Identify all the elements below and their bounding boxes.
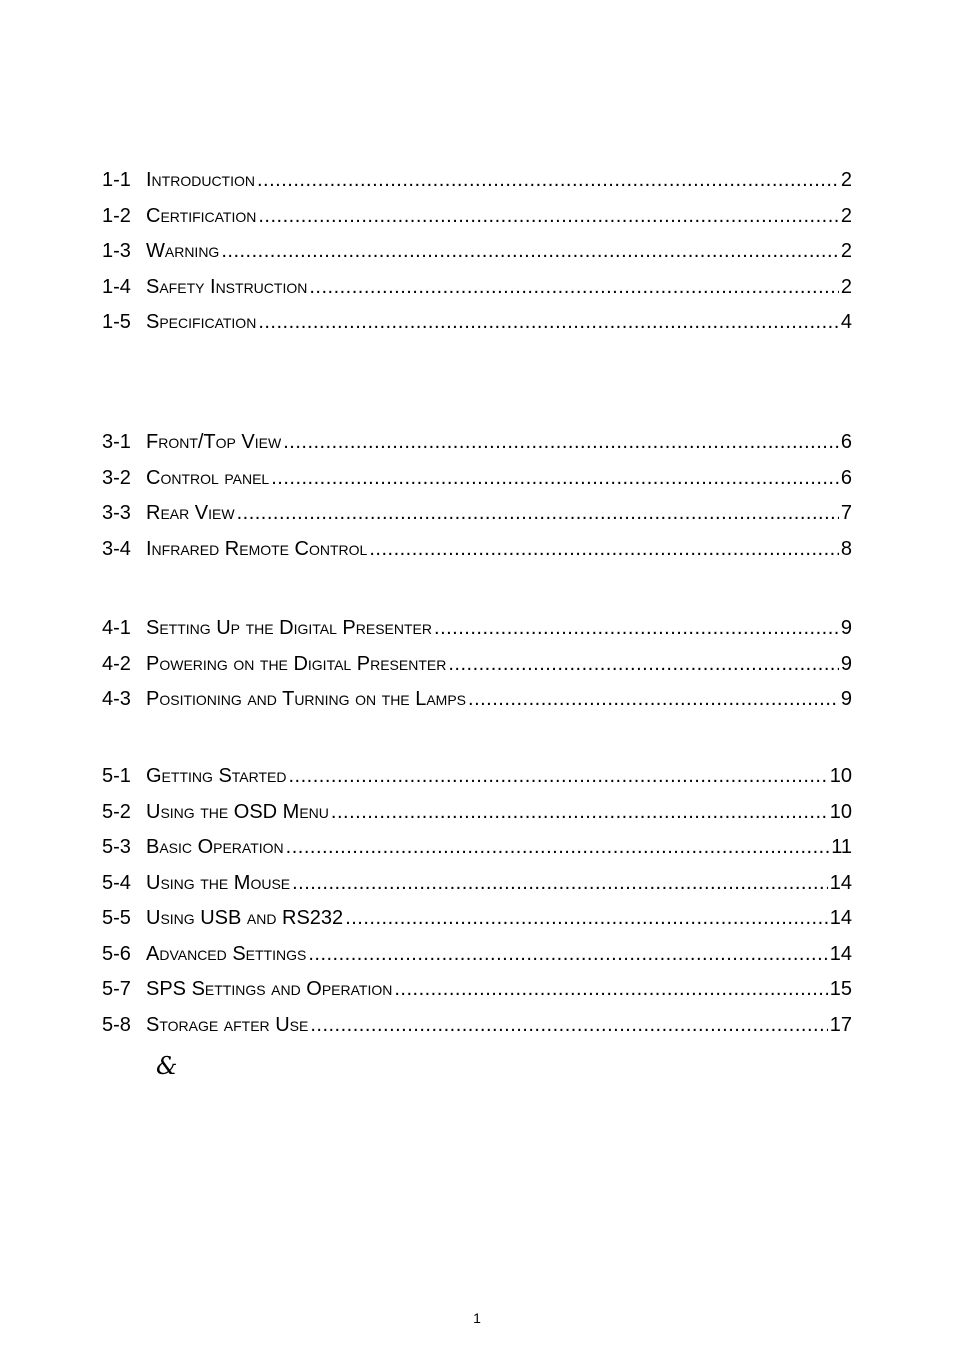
toc-entry[interactable] [102, 429, 852, 455]
page-number: 1 [473, 1310, 481, 1326]
toc-entry-title: Certification [146, 204, 257, 227]
toc-entry-number: 1-4 [102, 275, 131, 298]
toc-entry-page: 6 [840, 466, 852, 489]
toc-entry-title: Advanced Settings [146, 942, 307, 965]
toc-dot-leader [394, 976, 827, 1002]
toc-entry-title: Front/Top View [146, 431, 282, 453]
toc-entry-title: Positioning and Turning on the Lamps [146, 688, 467, 710]
toc-dot-leader [292, 870, 828, 896]
toc-entry[interactable] [102, 238, 852, 264]
toc-entry-number: 1-5 [102, 311, 131, 333]
toc-entry-page: 9 [840, 617, 852, 639]
toc-dot-leader [286, 834, 830, 860]
toc-entry-number: 1-2 [102, 204, 131, 227]
toc-dot-leader [345, 905, 828, 931]
toc-entry-page: 2 [840, 169, 852, 191]
toc-entry-number: 5-8 [102, 1013, 131, 1036]
toc-entry[interactable] [102, 905, 852, 931]
toc-dot-leader [369, 536, 839, 562]
toc-entry[interactable] [102, 167, 852, 193]
toc-entry-page: 14 [829, 907, 852, 929]
toc-entry-page: 2 [840, 204, 852, 227]
toc-entry[interactable] [102, 763, 852, 789]
toc-entry-page: 14 [829, 942, 852, 965]
toc-entry-number: 4-3 [102, 688, 131, 710]
toc-entry-number: 3-3 [102, 502, 131, 524]
toc-entry[interactable] [102, 500, 852, 526]
toc-entry-title: Specification [146, 311, 257, 333]
toc-entry-title: Safety Instruction [146, 275, 308, 298]
toc-dot-leader [289, 763, 828, 789]
toc-entry-title: SPS Settings and Operation [146, 978, 393, 1000]
toc-entry-title: Using USB and RS232 [146, 907, 344, 929]
toc-entry[interactable] [102, 465, 852, 491]
toc-entry-number: 4-2 [102, 652, 131, 675]
toc-entry-page: 17 [829, 1013, 852, 1036]
toc-entry-title: Using the OSD Menu [146, 800, 329, 823]
toc-dot-leader [257, 167, 839, 193]
toc-entry-page: 7 [840, 502, 852, 524]
toc-entry-number: 4-1 [102, 617, 131, 639]
toc-entry-number: 1-3 [102, 240, 131, 262]
toc-dot-leader [283, 429, 839, 455]
toc-entry-number: 5-6 [102, 942, 131, 965]
toc-entry[interactable] [102, 799, 852, 825]
toc-entry-title: Basic Operation [146, 836, 284, 858]
toc-dot-leader [237, 500, 839, 526]
toc-dot-leader [309, 274, 839, 300]
toc-entry-page: 15 [829, 978, 852, 1000]
toc-entry-page: 6 [840, 431, 852, 453]
ampersand-glyph: & [156, 1052, 178, 1080]
toc-entry-title: Setting Up the Digital Presenter [146, 617, 433, 639]
toc-entry[interactable] [102, 309, 852, 335]
toc-entry-title: Introduction [146, 169, 255, 191]
toc-entry-page: 9 [840, 688, 852, 710]
toc-entry[interactable] [102, 941, 852, 967]
toc-entry-number: 5-2 [102, 800, 131, 823]
toc-entry-page: 10 [829, 800, 852, 823]
toc-entry[interactable] [102, 870, 852, 896]
toc-dot-leader [310, 1012, 827, 1038]
toc-entry[interactable] [102, 651, 852, 677]
toc-entry[interactable] [102, 536, 852, 562]
toc-entry-title: Storage after Use [146, 1013, 309, 1036]
toc-entry[interactable] [102, 274, 852, 300]
toc-entry-title: Warning [146, 240, 220, 262]
toc-entry-page: 4 [840, 311, 852, 333]
toc-entry[interactable] [102, 615, 852, 641]
toc-dot-leader [271, 465, 839, 491]
toc-entry-page: 9 [840, 652, 852, 675]
toc-entry-title: Powering on the Digital Presenter [146, 652, 447, 675]
toc-entry-number: 5-7 [102, 978, 131, 1000]
toc-entry-number: 3-1 [102, 431, 131, 453]
toc-entry-title: Using the Mouse [146, 871, 291, 894]
toc-dot-leader [308, 941, 827, 967]
toc-entry-number: 5-4 [102, 871, 131, 894]
toc-entry-page: 2 [840, 275, 852, 298]
toc-dot-leader [468, 686, 839, 712]
toc-entry[interactable] [102, 203, 852, 229]
toc-entry-number: 5-5 [102, 907, 131, 929]
toc-dot-leader [331, 799, 828, 825]
toc-entry-title: Getting Started [146, 765, 287, 787]
toc-dot-leader [258, 203, 839, 229]
toc-entry-number: 1-1 [102, 169, 131, 191]
toc-entry-number: 5-3 [102, 836, 131, 858]
toc-dot-leader [434, 615, 839, 641]
toc-entry-number: 3-4 [102, 537, 131, 560]
toc-entry-number: 5-1 [102, 765, 131, 787]
toc-entry-page: 11 [831, 836, 852, 858]
toc-entry-title: Control panel [146, 466, 270, 489]
toc-entry-page: 14 [829, 871, 852, 894]
toc-entry-title: Rear View [146, 502, 235, 524]
toc-entry-number: 3-2 [102, 466, 131, 489]
toc-entry-title: Infrared Remote Control [146, 537, 368, 560]
toc-entry-page: 8 [840, 537, 852, 560]
toc-entry-page: 10 [829, 765, 852, 787]
toc-entry[interactable] [102, 976, 852, 1002]
toc-entry[interactable] [102, 834, 852, 860]
toc-entry[interactable] [102, 1012, 852, 1038]
toc-entry-page: 2 [840, 240, 852, 262]
toc-dot-leader [221, 238, 839, 264]
toc-dot-leader [258, 309, 839, 335]
toc-dot-leader [448, 651, 839, 677]
toc-entry[interactable] [102, 686, 852, 712]
